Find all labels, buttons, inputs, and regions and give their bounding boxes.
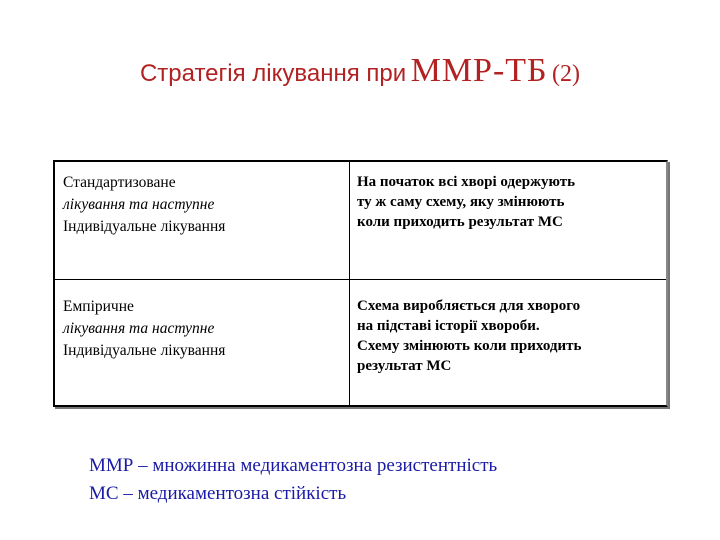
footnote-mmr: ММР – множинна медикаментозна резистентність (89, 455, 498, 476)
cell-text: результат МС (357, 358, 452, 374)
strategy-table (53, 160, 668, 407)
table-cell-empirical (55, 280, 350, 405)
cell-text: Емпіричне (63, 298, 134, 315)
cell-text: На початок всі хворі одержують (357, 174, 576, 190)
cell-text: лікування та наступне (63, 320, 215, 337)
table-cell-empirical-desc (350, 280, 666, 405)
cell-text: Стандартизоване (63, 174, 176, 191)
cell-text: Індивідуальне лікування (63, 342, 226, 359)
cell-text: на підставі історії хвороби. (357, 318, 540, 334)
title-main: Стратегія лікування при (139, 60, 407, 87)
abbreviations-footnote (89, 452, 497, 508)
cell-text: ту ж саму схему, яку змінюють (357, 194, 565, 210)
cell-text: Індивідуальне лікування (63, 218, 226, 235)
table-cell-standardized (55, 162, 350, 280)
slide-title (0, 52, 720, 90)
title-abbrev: ММР-ТБ (410, 52, 548, 89)
footnote-ms: МС – медикаментозна стійкість (89, 483, 347, 504)
cell-text: коли приходить результат МС (357, 214, 563, 230)
table-cell-standardized-desc (350, 162, 666, 280)
cell-text: Схему змінюють коли приходить (357, 338, 582, 354)
cell-text: Схема виробляється для хворого (357, 298, 581, 314)
title-number: (2) (552, 61, 581, 87)
cell-text: лікування та наступне (63, 196, 215, 213)
